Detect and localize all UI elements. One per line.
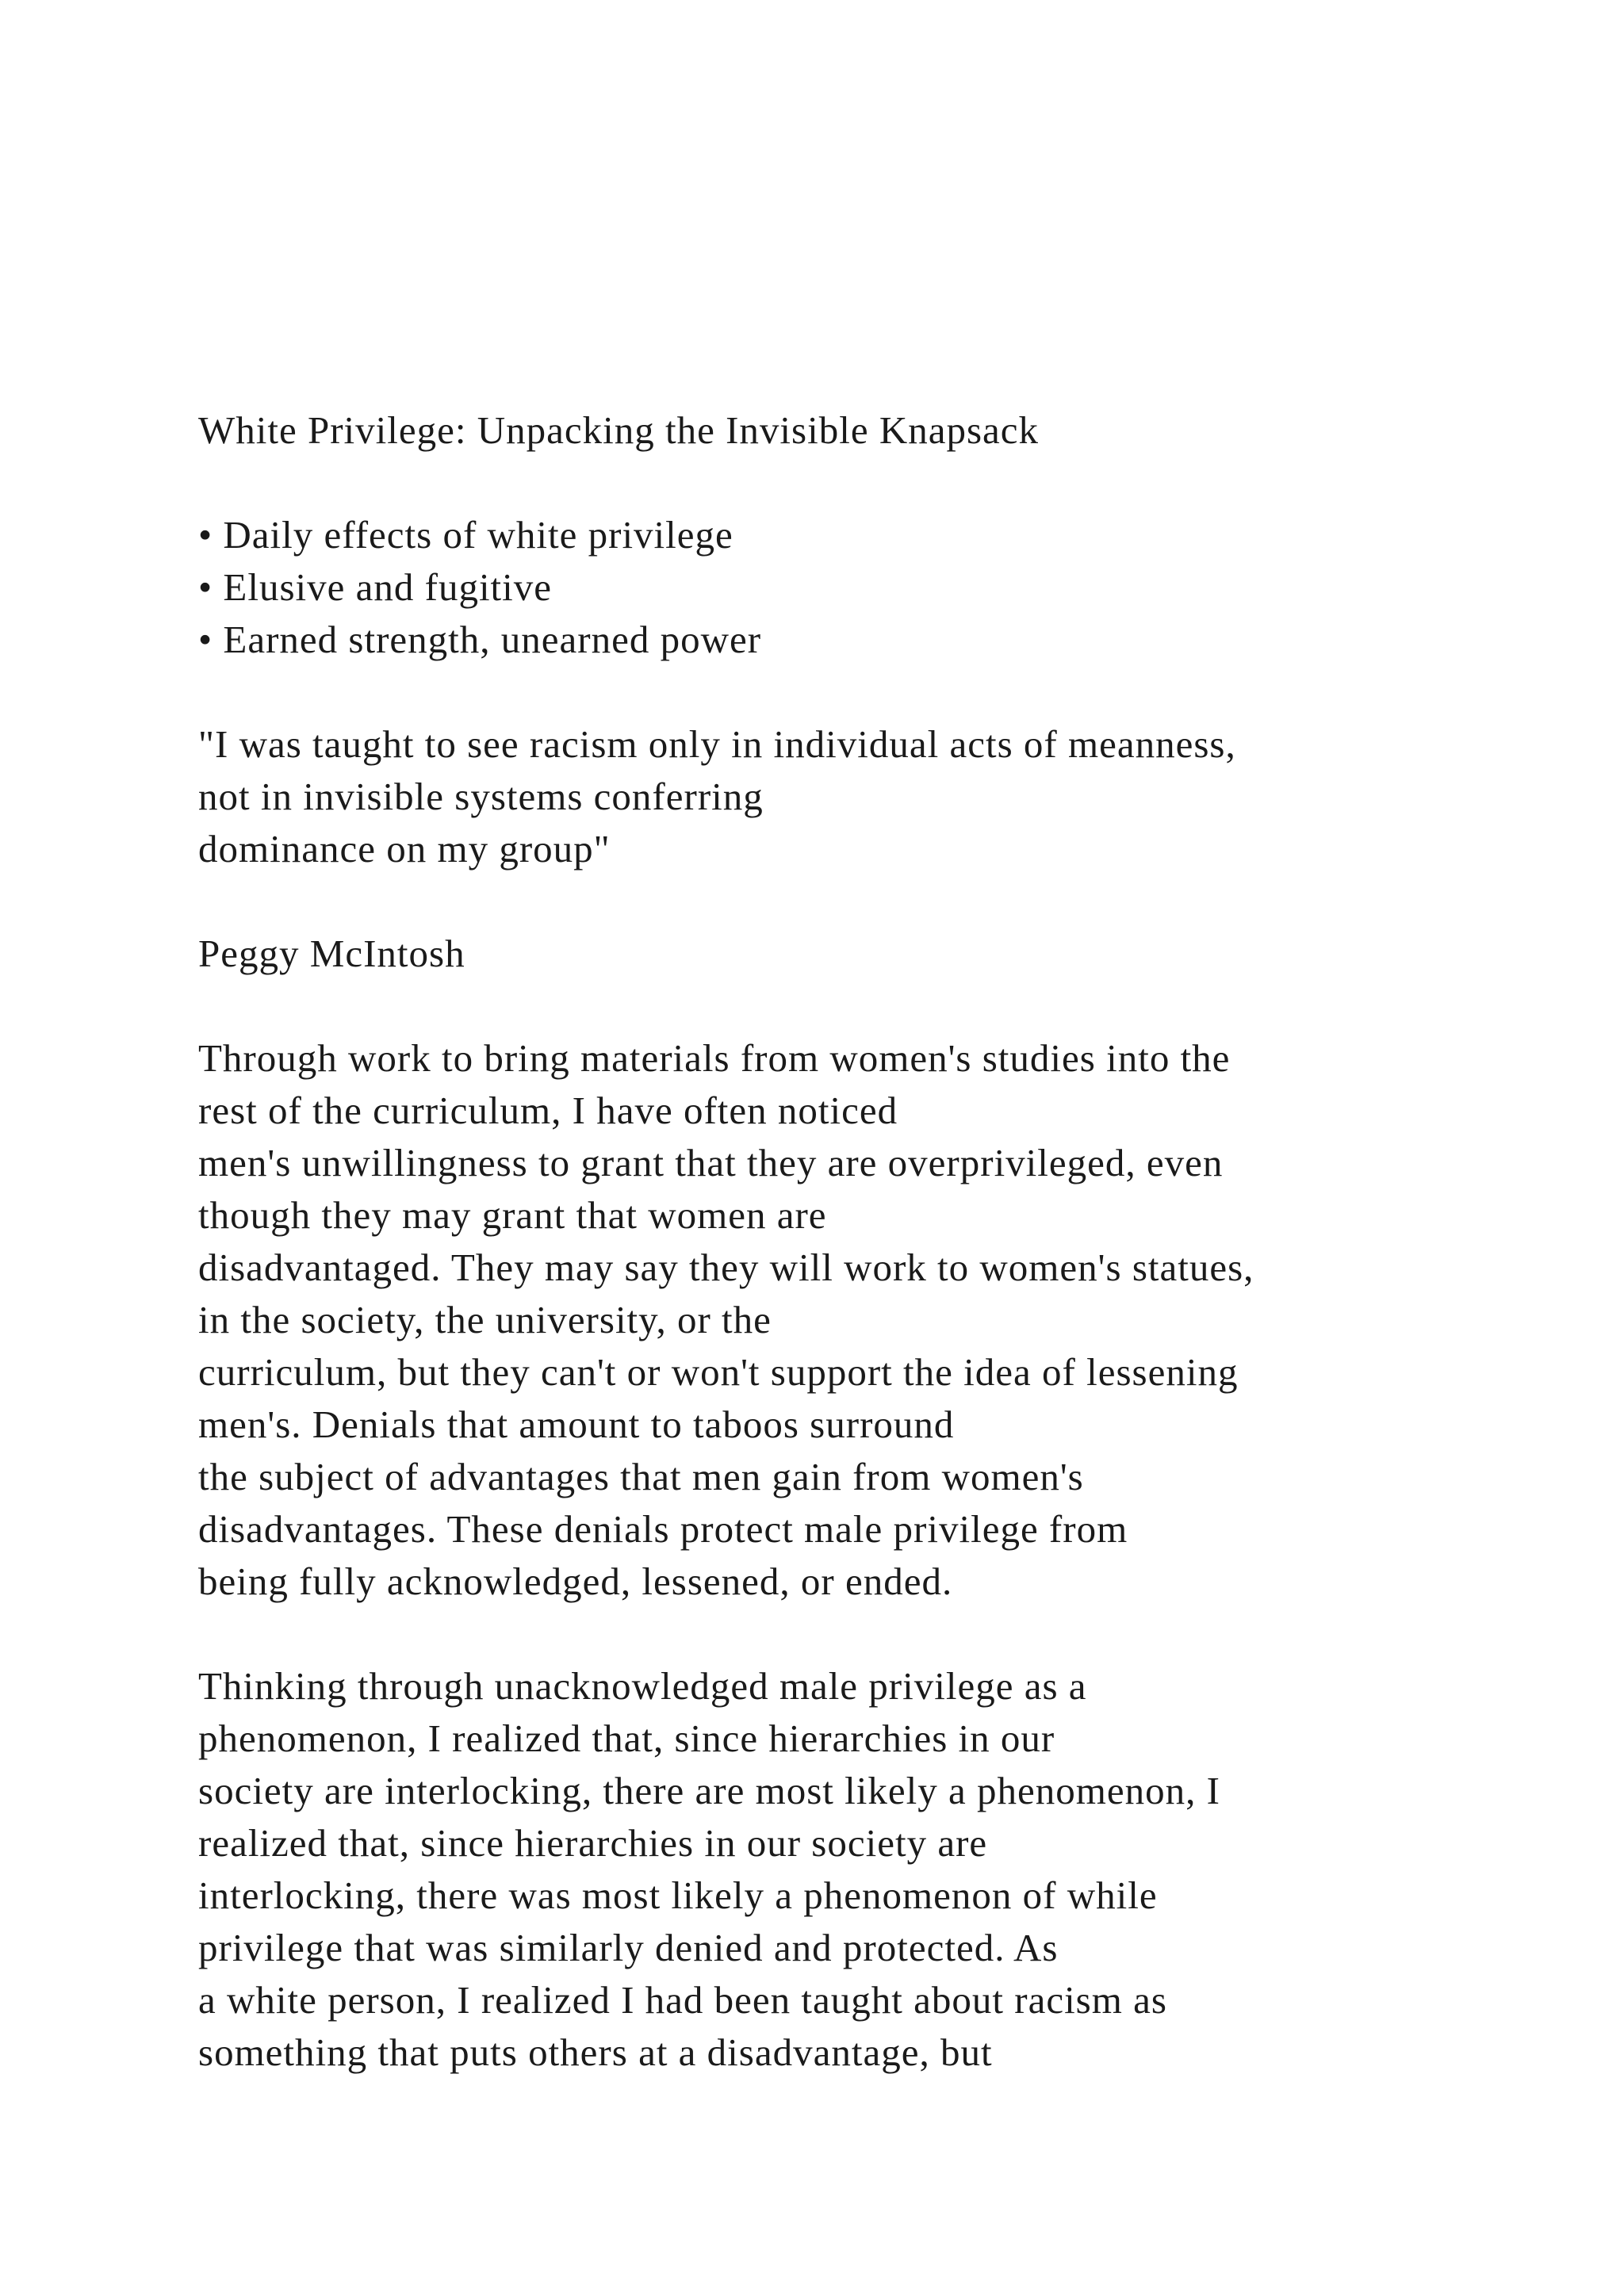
paragraph-line: men's unwillingness to grant that they are overprivileged, even bbox=[198, 1141, 1224, 1184]
paragraph-line: a white person, I realized I had been taught about racism as bbox=[198, 1978, 1167, 2022]
paragraph-line: men's. Denials that amount to taboos surround bbox=[198, 1402, 955, 1446]
bullet-item: • Daily effects of white privilege bbox=[198, 513, 733, 557]
paragraph-line: curriculum, but they can't or won't support the idea of lessening bbox=[198, 1350, 1239, 1394]
paragraph-line: the subject of advantages that men gain from women's bbox=[198, 1455, 1084, 1498]
paragraph-line: disadvantages. These denials protect male privilege from bbox=[198, 1507, 1128, 1551]
spacer bbox=[198, 875, 1594, 928]
paragraph-line: realized that, since hierarchies in our society are bbox=[198, 1821, 988, 1865]
quote-line: dominance on my group" bbox=[198, 827, 611, 871]
paragraph-line: something that puts others at a disadvantage, but bbox=[198, 2030, 993, 2074]
paragraph-line: being fully acknowledged, lessened, or ended. bbox=[198, 1559, 953, 1603]
spacer bbox=[198, 457, 1594, 509]
quote-line: "I was taught to see racism only in individual acts of meanness, bbox=[198, 722, 1236, 766]
paragraph-line: disadvantaged. They may say they will work to women's statues, bbox=[198, 1246, 1254, 1289]
paragraph-line: Through work to bring materials from women's studies into the bbox=[198, 1036, 1231, 1080]
paragraph-line: rest of the curriculum, I have often noticed bbox=[198, 1089, 898, 1132]
paragraph-line: in the society, the university, or the bbox=[198, 1298, 772, 1341]
paragraph-line: though they may grant that women are bbox=[198, 1193, 827, 1237]
quote-line: not in invisible systems conferring bbox=[198, 775, 764, 818]
bullet-item: • Elusive and fugitive bbox=[198, 565, 553, 609]
paragraph-line: phenomenon, I realized that, since hierarchies in our bbox=[198, 1716, 1055, 1760]
paragraph-line: society are interlocking, there are most likely a phenomenon, I bbox=[198, 1769, 1220, 1812]
paragraph-line: interlocking, there was most likely a phenomenon of while bbox=[198, 1873, 1158, 1917]
spacer bbox=[198, 980, 1594, 1032]
paragraph-line: privilege that was similarly denied and protected. As bbox=[198, 1926, 1059, 1969]
document-title: White Privilege: Unpacking the Invisible Knapsack bbox=[198, 408, 1040, 452]
spacer bbox=[198, 1608, 1594, 1660]
document-body bbox=[198, 404, 1594, 2079]
paragraph-line: Thinking through unacknowledged male privilege as a bbox=[198, 1664, 1087, 1708]
spacer bbox=[198, 666, 1594, 718]
bullet-item: • Earned strength, unearned power bbox=[198, 618, 762, 661]
author-name: Peggy McIntosh bbox=[198, 932, 465, 975]
